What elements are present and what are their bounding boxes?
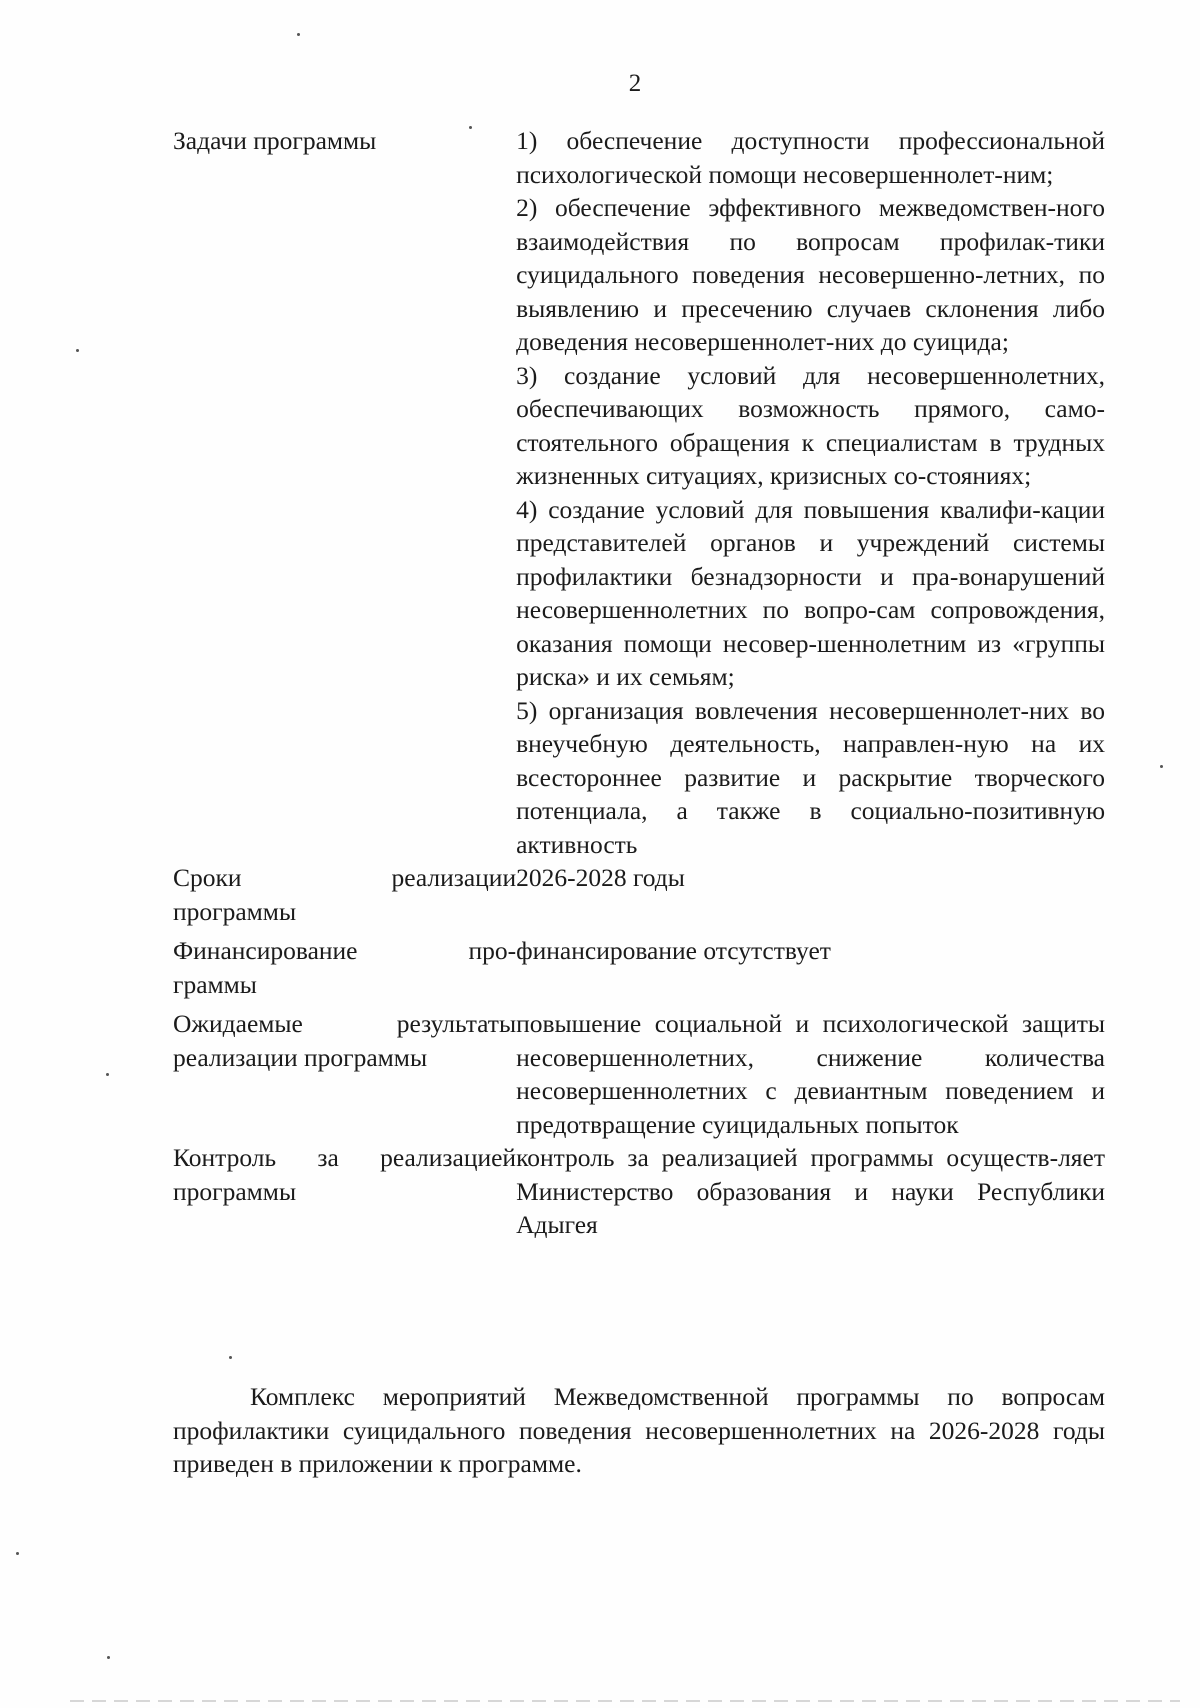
scan-speck [106,1073,109,1076]
results-label-word-2: результаты [396,1009,517,1038]
control-label [173,1141,516,1242]
results-value: повышение социальной и психологической защиты несовершеннолетних, снижение количества несовершеннолетних с девиантным поведением и предотвращение суицидальных попыток [516,1009,1105,1139]
task-item-2: 2) обеспечение эффективного межведомствен-ного взаимодействия по вопросам профилак-тики суицидального поведения несовершенно-летних, по выявлению и пресечению случаев склонения либо доведения несовершеннолет-них до суицида; [516,193,1105,356]
terms-label-word-3: программы [173,896,297,926]
scan-speck [297,33,300,36]
financing-label-word-3: граммы [173,969,257,999]
task-item-4: 4) создание условий для повышения квалифи-кации представителей органов и учреждений системы профилактики безнадзорности и пра-вонарушений несовершеннолетних по вопро-сам сопровождения, оказания помощи несовер-шеннолетним из «группы риска» и их семьям; [516,494,1105,691]
financing-value: финансирование отсутствует [516,936,831,965]
control-label-word-3: реализацией [380,1143,517,1172]
financing-label [173,928,516,1001]
tasks-value [516,124,1105,861]
passport-row-control [173,1141,1105,1242]
control-label-word-4: программы [173,1176,297,1206]
results-label-word-3: реализации программы [173,1042,428,1072]
terms-label-word-1: Сроки [173,863,242,892]
financing-label-word-1: Финансирование [173,936,358,965]
task-item-1: 1) обеспечение доступности профессиональной психологической помощи несовершеннолет-ним; [516,126,1105,189]
task-item-3: 3) создание условий для несовершеннолетних, обеспечивающих возможность прямого, само-стоятельного обращения к специалистам в трудных жизненных ситуациях, кризисных со-стояниях; [516,360,1105,490]
task-item-5: 5) организация вовлечения несовершеннолет-них во внеучебную деятельность, направлен-ную на их всестороннее развитие и раскрытие творческого потенциала, а также в социально-позитивную активность [516,695,1105,859]
closing-paragraph: Комплекс мероприятий Межведомственной программы по вопросам профилактики суицидального поведения несовершеннолетних на 2026-2028 годы приведен в приложении к программе. [173,1382,1105,1478]
passport-row-results [173,1001,1105,1141]
scan-speck [16,1552,19,1555]
control-label-word-1: Контроль [173,1143,277,1172]
passport-row-tasks [173,124,1105,861]
scan-speck [76,349,79,352]
scan-speck [229,1356,232,1359]
scan-speck [107,1656,110,1659]
results-label [173,1001,516,1141]
program-passport-table [173,124,1105,1242]
passport-row-financing [173,928,1105,1001]
tasks-label: Задачи программы [173,126,377,155]
financing-label-word-2: про- [468,936,517,965]
scan-edge-line [70,1700,1180,1702]
scan-speck [469,126,472,129]
page-number: 2 [628,70,642,97]
terms-label-word-2: реализации [391,863,517,892]
control-value: контроль за реализацией программы осуществ-ляет Министерство образования и науки Республики Адыгея [516,1143,1105,1239]
terms-value: 2026-2028 годы [516,863,685,892]
control-label-word-2: за [317,1143,339,1172]
scan-speck [1160,765,1163,768]
results-label-word-1: Ожидаемые [173,1009,303,1038]
passport-row-terms [173,861,1105,928]
terms-label [173,861,516,928]
